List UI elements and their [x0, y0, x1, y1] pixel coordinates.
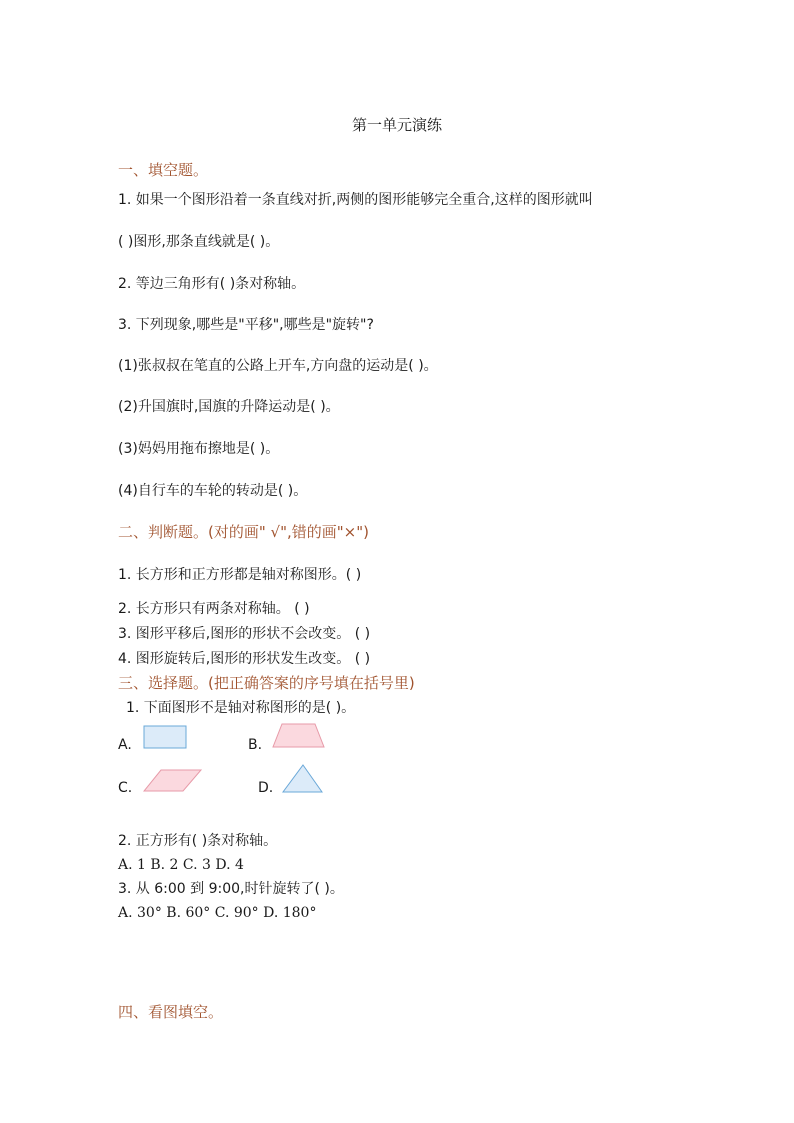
section-4-heading: 四、看图填空。 [118, 1003, 224, 1021]
option-b-label: B. [248, 737, 263, 753]
question-1-3-sub-2: (2)升国旗时,国旗的升降运动是( )。 [118, 399, 340, 415]
section-3-heading: 三、选择题。(把正确答案的序号填在括号里) [118, 674, 415, 692]
question-3-2-options: A. 1 B. 2 C. 3 D. 4 [118, 857, 244, 873]
question-2-4: 4. 图形旋转后,图形的形状发生改变。 ( ) [118, 651, 371, 667]
question-1-2: 2. 等边三角形有( )条对称轴。 [118, 276, 306, 292]
page-title: 第一单元演练 [351, 116, 442, 134]
question-2-3: 3. 图形平移后,图形的形状不会改变。 ( ) [118, 626, 371, 642]
question-1-3-sub-3: (3)妈妈用拖布擦地是( )。 [118, 441, 280, 457]
question-2-1: 1. 长方形和正方形都是轴对称图形。( ) [118, 567, 362, 583]
trapezoid-shape [272, 723, 326, 749]
parallelogram-shape [143, 769, 203, 793]
question-3-2: 2. 正方形有( )条对称轴。 [118, 833, 278, 849]
question-1-1-line-1: 1. 如果一个图形沿着一条直线对折,两侧的图形能够完全重合,这样的图形就叫 [118, 192, 593, 208]
question-1-1-line-2: ( )图形,那条直线就是( )。 [118, 234, 280, 250]
option-d-label: D. [258, 780, 274, 796]
section-1-heading: 一、填空题。 [118, 161, 209, 179]
question-3-3: 3. 从 6:00 到 9:00,时针旋转了( )。 [118, 881, 344, 897]
question-3-3-options: A. 30° B. 60° C. 90° D. 180° [118, 905, 317, 921]
question-3-1: 1. 下面图形不是轴对称图形的是( )。 [126, 700, 356, 716]
question-1-3-sub-4: (4)自行车的车轮的转动是( )。 [118, 483, 308, 499]
triangle-shape [282, 764, 324, 794]
question-2-2: 2. 长方形只有两条对称轴。 ( ) [118, 601, 310, 617]
question-1-3-sub-1: (1)张叔叔在笔直的公路上开车,方向盘的运动是( )。 [118, 358, 438, 374]
rectangle-shape [143, 725, 187, 750]
option-c-label: C. [118, 780, 133, 796]
option-a-label: A. [118, 737, 132, 753]
question-1-3: 3. 下列现象,哪些是"平移",哪些是"旋转"? [118, 317, 374, 333]
section-2-heading: 二、判断题。(对的画" √",错的画"×") [118, 523, 369, 541]
